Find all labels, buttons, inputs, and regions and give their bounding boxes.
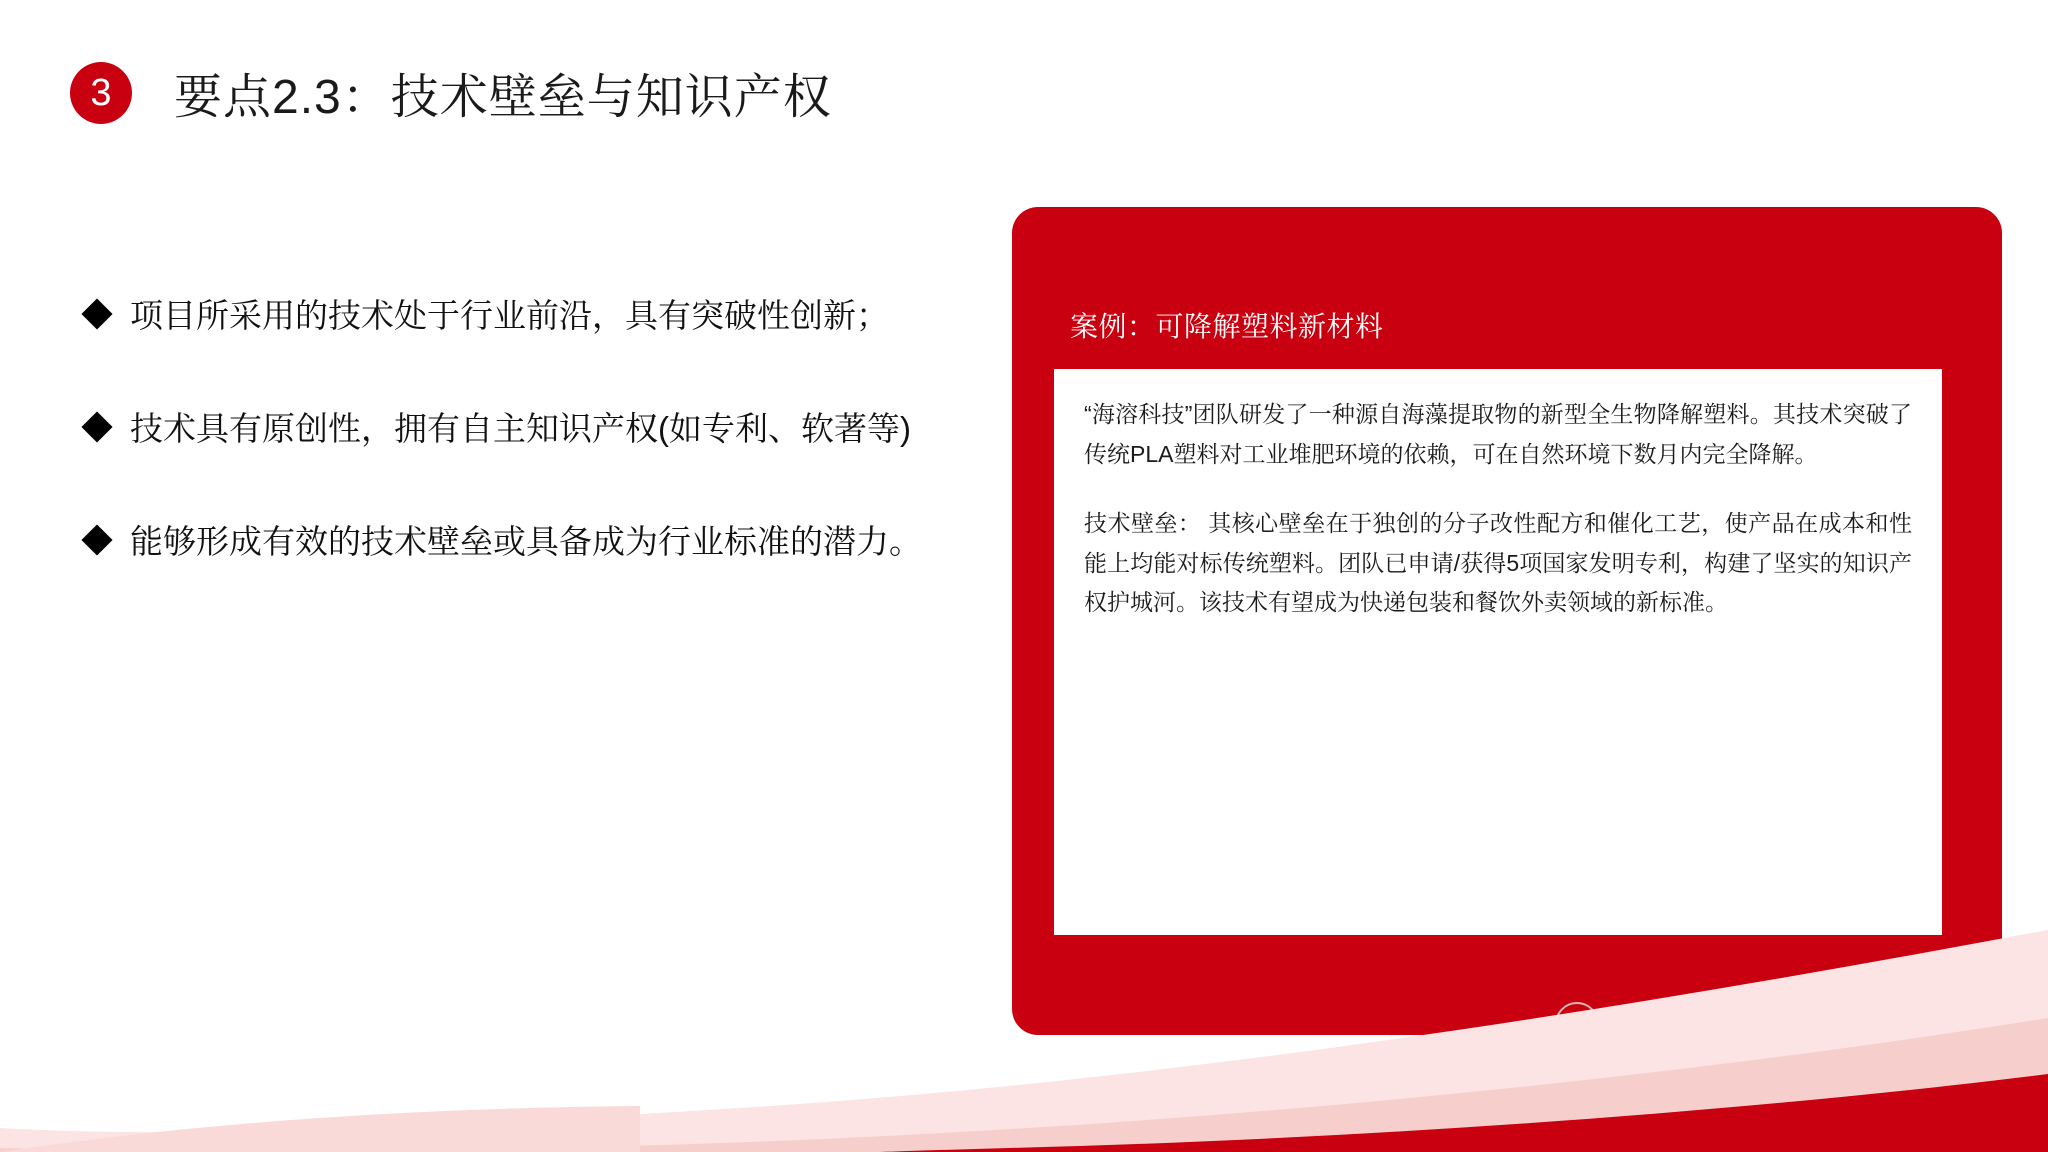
page-title [70, 58, 832, 127]
diamond-bullet-icon [81, 412, 112, 443]
swoosh-mid [0, 1018, 2048, 1152]
swoosh-left-tail [0, 1106, 640, 1152]
case-study-body [1054, 369, 1942, 935]
case-study-card [1012, 207, 2002, 1035]
decorative-hollow-circle [1555, 1002, 1599, 1046]
list-item-label: 能够形成有效的技术壁垒或具备成为行业标准的潜力。 [130, 523, 922, 561]
case-study-heading: 案例：可降解塑料新材料 [1070, 311, 1384, 342]
case-study-paragraph: “海溶科技”团队研发了一种源自海藻提取物的新型全生物降解塑料。其技术突破了传统PLA塑料对工业堆肥环境的依赖，可在自然环境下数月内完全降解。 [1084, 401, 1912, 467]
list-item [86, 516, 966, 567]
slide-number-badge: 3 [70, 62, 132, 124]
list-item-label: 项目所采用的技术处于行业前沿，具有突破性创新； [130, 297, 889, 334]
page-title-text: 要点2.3：技术壁垒与知识产权 [174, 71, 832, 124]
swoosh-accent [880, 1074, 2048, 1152]
list-item-label: 技术具有原创性，拥有自主知识产权(如专利、软著等) [130, 410, 911, 448]
diamond-bullet-icon [81, 298, 112, 329]
list-item [86, 290, 966, 341]
list-item [86, 403, 966, 454]
case-study-paragraph: 技术壁垒： 其核心壁垒在于独创的分子改性配方和催化工艺，使产品在成本和性能上均能对标传统塑料。团队已申请/获得5项国家发明专利，构建了坚实的知识产权护城河。该技术有望成为快递包装和餐饮外卖领域的新标准。 [1084, 510, 1912, 616]
bullet-list [86, 290, 966, 567]
diamond-bullet-icon [81, 525, 112, 556]
decorative-solid-dot [1710, 990, 1748, 1028]
